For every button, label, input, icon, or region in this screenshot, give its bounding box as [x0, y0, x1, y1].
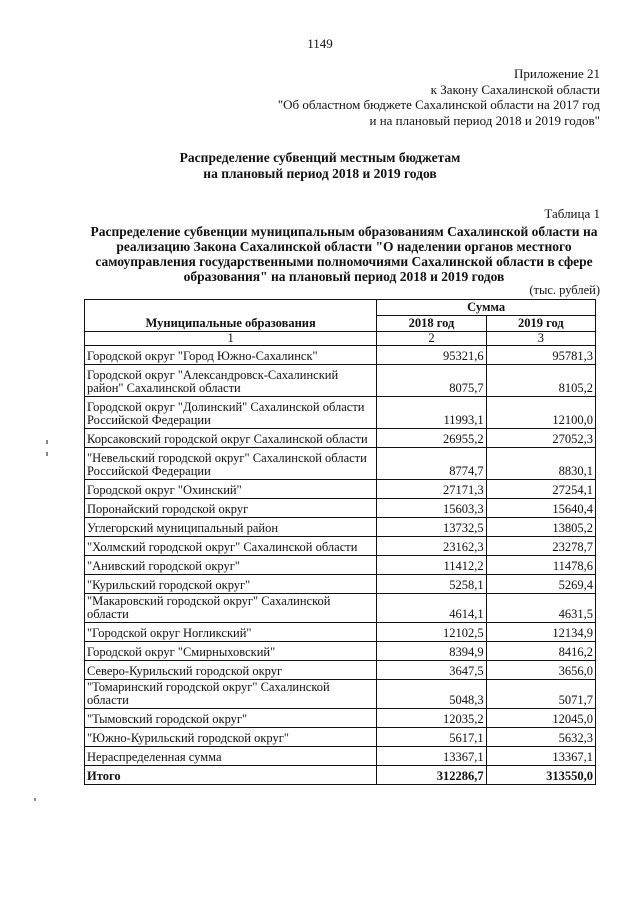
scan-speck — [46, 440, 48, 444]
table-row — [85, 728, 596, 747]
amount-2019: 13367,1 — [486, 747, 595, 766]
table-row — [85, 448, 596, 480]
header-2018: 2018 год — [377, 316, 486, 332]
municipality-name: Городской округ "Долинский" Сахалинской области Российской Федерации — [85, 397, 377, 429]
header-sum: Сумма — [377, 300, 596, 316]
amount-2018: 11412,2 — [377, 556, 486, 575]
total-2018: 312286,7 — [377, 766, 486, 785]
amount-2019: 95781,3 — [486, 346, 595, 365]
amount-2019: 8105,2 — [486, 365, 595, 397]
municipality-name: "Городской округ Ногликский" — [85, 623, 377, 642]
table-title-line-1: Распределение субвенции муниципальным образованиям Сахалинской области на — [90, 224, 598, 239]
table-row — [85, 537, 596, 556]
table-row — [85, 709, 596, 728]
amount-2019: 3656,0 — [486, 661, 595, 680]
amount-2018: 12035,2 — [377, 709, 486, 728]
municipality-name: "Анивский городской округ" — [85, 556, 377, 575]
total-row — [85, 766, 596, 785]
municipality-name: Поронайский городской округ — [85, 499, 377, 518]
appendix-line-3: "Об областном бюджете Сахалинской области на 2017 год — [277, 97, 600, 112]
municipality-name: Корсаковский городской округ Сахалинской области — [85, 429, 377, 448]
appendix-line-4: и на плановый период 2018 и 2019 годов" — [369, 112, 600, 128]
column-number-3: 3 — [486, 332, 595, 346]
amount-2019: 13805,2 — [486, 518, 595, 537]
table-row — [85, 429, 596, 448]
table-title-line-3: самоуправления государственными полномочиями Сахалинской области в сфере — [95, 254, 593, 269]
municipality-name: Северо-Курильский городской округ — [85, 661, 377, 680]
table-row — [85, 594, 596, 623]
page-number: 1149 — [307, 36, 333, 51]
amount-2019: 12134,9 — [486, 623, 595, 642]
municipality-name: "Тымовский городской округ" — [85, 709, 377, 728]
table-row — [85, 518, 596, 537]
appendix-line-1: Приложение 21 — [513, 66, 600, 81]
table-row — [85, 365, 596, 397]
municipality-name: "Курильский городской округ" — [85, 575, 377, 594]
table-row — [85, 661, 596, 680]
municipality-name: "Холмский городской округ" Сахалинской области — [85, 537, 377, 556]
amount-2018: 23162,3 — [377, 537, 486, 556]
municipality-name: "Макаровский городской округ" Сахалинской области — [85, 594, 377, 623]
table-row — [85, 499, 596, 518]
document-title-line-2: на плановый период 2018 и 2019 годов — [203, 166, 437, 181]
amount-2019: 8416,2 — [486, 642, 595, 661]
table-label: Таблица 1 — [544, 206, 600, 221]
table-title — [84, 224, 604, 284]
scan-speck — [34, 798, 36, 801]
header-municipalities: Муниципальные образования — [85, 300, 377, 332]
scan-speck — [46, 452, 48, 456]
amount-2019: 23278,7 — [486, 537, 595, 556]
municipality-name: "Томаринский городской округ" Сахалинской области — [85, 680, 377, 709]
amount-2018: 8075,7 — [377, 365, 486, 397]
total-2019: 313550,0 — [486, 766, 595, 785]
amount-2018: 95321,6 — [377, 346, 486, 365]
amount-2019: 5071,7 — [486, 680, 595, 709]
amount-2019: 5632,3 — [486, 728, 595, 747]
document-title-line-1: Распределение субвенций местным бюджетам — [179, 150, 461, 165]
table-row — [85, 575, 596, 594]
amount-2019: 8830,1 — [486, 448, 595, 480]
amount-2018: 26955,2 — [377, 429, 486, 448]
subsidies-table — [84, 299, 596, 785]
table-row — [85, 480, 596, 499]
municipality-name: "Южно-Курильский городской округ" — [85, 728, 377, 747]
amount-2019: 12100,0 — [486, 397, 595, 429]
amount-2019: 27254,1 — [486, 480, 595, 499]
municipality-name: "Невельский городской округ" Сахалинской области Российской Федерации — [85, 448, 377, 480]
amount-2018: 5048,3 — [377, 680, 486, 709]
table-title-line-2: реализацию Закона Сахалинской области "О наделении органов местного — [116, 239, 572, 254]
column-number-2: 2 — [377, 332, 486, 346]
amount-2018: 8774,7 — [377, 448, 486, 480]
amount-2018: 3647,5 — [377, 661, 486, 680]
amount-2018: 4614,1 — [377, 594, 486, 623]
municipality-name: Городской округ "Смирныховский" — [85, 642, 377, 661]
appendix-line-2: к Закону Сахалинской области — [430, 81, 600, 97]
amount-2018: 12102,5 — [377, 623, 486, 642]
table-row — [85, 642, 596, 661]
appendix-reference — [278, 66, 600, 128]
table-row — [85, 747, 596, 766]
amount-2018: 27171,3 — [377, 480, 486, 499]
amount-2018: 13367,1 — [377, 747, 486, 766]
amount-2018: 15603,3 — [377, 499, 486, 518]
municipality-name: Городской округ "Охинский" — [85, 480, 377, 499]
header-2019: 2019 год — [486, 316, 595, 332]
table-row — [85, 346, 596, 365]
municipality-name: Углегорский муниципальный район — [85, 518, 377, 537]
table-row — [85, 556, 596, 575]
amount-2018: 5617,1 — [377, 728, 486, 747]
amount-2018: 13732,5 — [377, 518, 486, 537]
amount-2018: 5258,1 — [377, 575, 486, 594]
units-label: (тыс. рублей) — [529, 283, 600, 297]
table-row — [85, 623, 596, 642]
amount-2019: 5269,4 — [486, 575, 595, 594]
amount-2018: 11993,1 — [377, 397, 486, 429]
municipality-name: Городской округ "Александровск-Сахалинский район" Сахалинской области — [85, 365, 377, 397]
amount-2019: 4631,5 — [486, 594, 595, 623]
table-title-line-4: образования" на плановый период 2018 и 2019 годов — [183, 269, 505, 284]
amount-2019: 15640,4 — [486, 499, 595, 518]
amount-2019: 27052,3 — [486, 429, 595, 448]
table-row — [85, 680, 596, 709]
municipality-name: Городской округ "Город Южно-Сахалинск" — [85, 346, 377, 365]
amount-2019: 11478,6 — [486, 556, 595, 575]
amount-2018: 8394,9 — [377, 642, 486, 661]
total-label: Итого — [85, 766, 377, 785]
column-number-1: 1 — [85, 332, 377, 346]
amount-2019: 12045,0 — [486, 709, 595, 728]
municipality-name: Нераспределенная сумма — [85, 747, 377, 766]
table-row — [85, 397, 596, 429]
document-title — [0, 150, 640, 182]
